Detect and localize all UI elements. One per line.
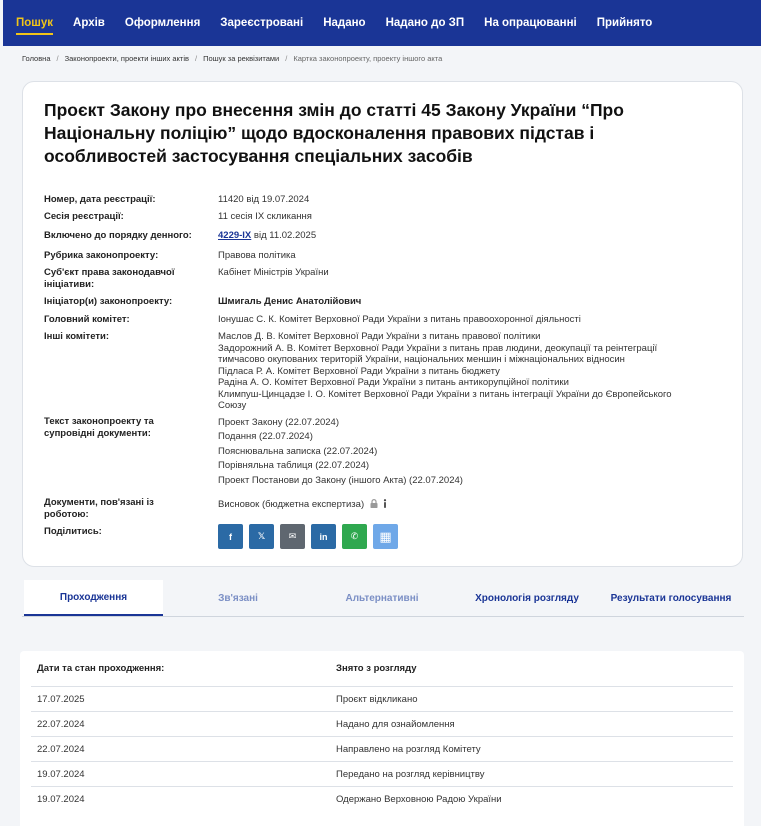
committee-line: Климпуш-Цинцадзе І. О. Комітет Верховної Ради України з питань інтеграції України до Європейського [218,388,672,400]
field-label: Суб'єкт права законодавчої ініціативи: [44,267,175,290]
breadcrumb-home[interactable]: Головна [22,54,51,63]
field-label: Інші комітети: [44,331,110,342]
committee-line: Задорожний А. В. Комітет Верховної Ради України з питань прав людини, деокупації та реінтеграції [218,342,658,354]
breadcrumb [22,54,442,63]
field-label: Рубрика законопроекту: [44,250,159,261]
document-link[interactable]: Подання (22.07.2024) [218,431,313,443]
field-value [218,416,728,488]
document-link[interactable]: Проект Постанови до Закону (іншого Акта) (22.07.2024) [218,474,463,486]
field-value: Іонушас С. К. Комітет Верховної Ради України з питань правоохоронної діяльності [218,314,581,325]
x-icon: 𝕏 [257,531,266,541]
field-value: 11 сесія IX скликання [218,211,312,222]
nav-item-provided-zp[interactable]: Надано до ЗП [385,17,465,29]
tab-chronology[interactable]: Хронологія розгляду [475,592,579,604]
breadcrumb-separator: / [285,54,288,63]
agenda-date: від 11.02.2025 [253,230,317,241]
tab-progress[interactable]: Проходження [24,580,163,616]
qr-code-icon: ▦ [379,528,392,544]
document-link[interactable]: Пояснювальна записка (22.07.2024) [218,445,378,457]
field-value [218,499,728,511]
info-icon[interactable] [383,499,387,508]
row-date: 17.07.2025 [37,694,85,705]
field-label: Головний комітет: [44,314,130,325]
committee-line: тимчасово окупованих територій України, національних меншин і міжнаціональних відносин [218,354,625,365]
email-icon: ✉ [288,531,297,541]
email-share-button[interactable] [280,524,305,549]
field-label: Текст законопроекту та супровідні документи: [44,416,154,439]
row-date: 19.07.2024 [37,769,85,780]
field-value: 11420 від 19.07.2024 [218,194,310,205]
tab-bar [22,580,744,617]
table-header-dates: Дати та стан проходження: [37,663,165,674]
agenda-link[interactable]: 4229-IX [218,230,252,241]
field-label: Документи, пов'язані із роботою: [44,497,154,520]
field-value [218,331,728,412]
document-link[interactable]: Проект Закону (22.07.2024) [218,417,340,428]
table-row [31,786,733,811]
tab-voting-results[interactable]: Результати голосування [610,592,732,604]
linkedin-icon: in [319,531,328,542]
breadcrumb-separator: / [195,54,198,63]
document-link[interactable]: Порівняльна таблиця (22.07.2024) [218,460,370,472]
field-value [218,296,728,308]
linkedin-share-button[interactable] [311,524,336,549]
whatsapp-icon: ✆ [350,531,359,541]
page-title: Проєкт Закону про внесення змін до статті 45 Закону України “Про Національну поліцію” щодо вдосконалення правових підстав і особливостей застосування спеціальних засобів [44,100,624,166]
x-share-button[interactable] [249,524,274,549]
nav-item-archive[interactable]: Архів [73,17,105,29]
field-label: Включено до порядку денного: [44,230,192,241]
breadcrumb-current: Картка законопроекту, проекту іншого акта [293,54,443,63]
field-value [218,230,728,242]
row-date: 19.07.2024 [37,794,85,805]
committee-line: Підласа Р. А. Комітет Верховної Ради України з питань бюджету [218,365,500,377]
facebook-icon: f [229,531,232,542]
work-document-link[interactable]: Висновок (бюджетна експертиза) [218,499,365,510]
progress-table [20,651,744,826]
field-value: Правова політика [218,250,296,261]
breadcrumb-projects[interactable]: Законопроекти, проекти інших актів [64,54,189,63]
nav-item-processing[interactable]: На опрацюванні [484,17,577,29]
nav-item-drafting[interactable]: Оформлення [124,17,201,29]
row-status: Одержано Верховною Радою України [336,794,502,805]
table-row [31,761,733,786]
nav-item-provided[interactable]: Надано [323,17,366,29]
bill-card [22,81,743,567]
row-date: 22.07.2024 [37,744,85,755]
facebook-share-button[interactable] [218,524,243,549]
table-row [31,711,733,736]
nav-item-search[interactable]: Пошук [16,0,53,46]
field-value: Кабінет Міністрів України [218,267,329,278]
committee-line: Радіна А. О. Комітет Верховної Ради України з питань антикорупційної політики [218,377,569,388]
share-buttons [218,524,398,549]
qr-share-button[interactable] [373,524,398,549]
initiator-name: Шмигаль Денис Анатолійович [218,296,362,307]
committee-line: Маслов Д. В. Комітет Верховної Ради України з питань правової політики [218,331,541,342]
tab-alternative[interactable]: Альтернативні [345,592,419,604]
whatsapp-share-button[interactable] [342,524,367,549]
table-header-status: Знято з розгляду [336,663,417,674]
top-navigation [3,0,761,46]
row-status: Передано на розгляд керівництву [336,769,485,780]
row-status: Надано для ознайомлення [336,719,455,730]
nav-item-registered[interactable]: Зареєстровані [220,17,304,29]
committee-line: Союзу [218,400,247,411]
nav-item-accepted[interactable]: Прийнято [596,17,653,29]
breadcrumb-separator: / [56,54,59,63]
table-row [31,736,733,761]
row-date: 22.07.2024 [37,719,85,730]
field-label: Сесія реєстрації: [44,211,124,222]
field-label: Ініціатор(и) законопроекту: [44,296,173,307]
lock-icon [370,499,378,508]
row-status: Проєкт відкликано [336,694,418,705]
field-label: Номер, дата реєстрації: [44,194,156,205]
tab-related[interactable]: Зв'язані [218,592,258,604]
breadcrumb-search[interactable]: Пошук за реквізитами [203,54,280,63]
row-status: Направлено на розгляд Комітету [336,744,481,755]
table-row [31,686,733,711]
field-label: Поділитись: [44,526,102,537]
